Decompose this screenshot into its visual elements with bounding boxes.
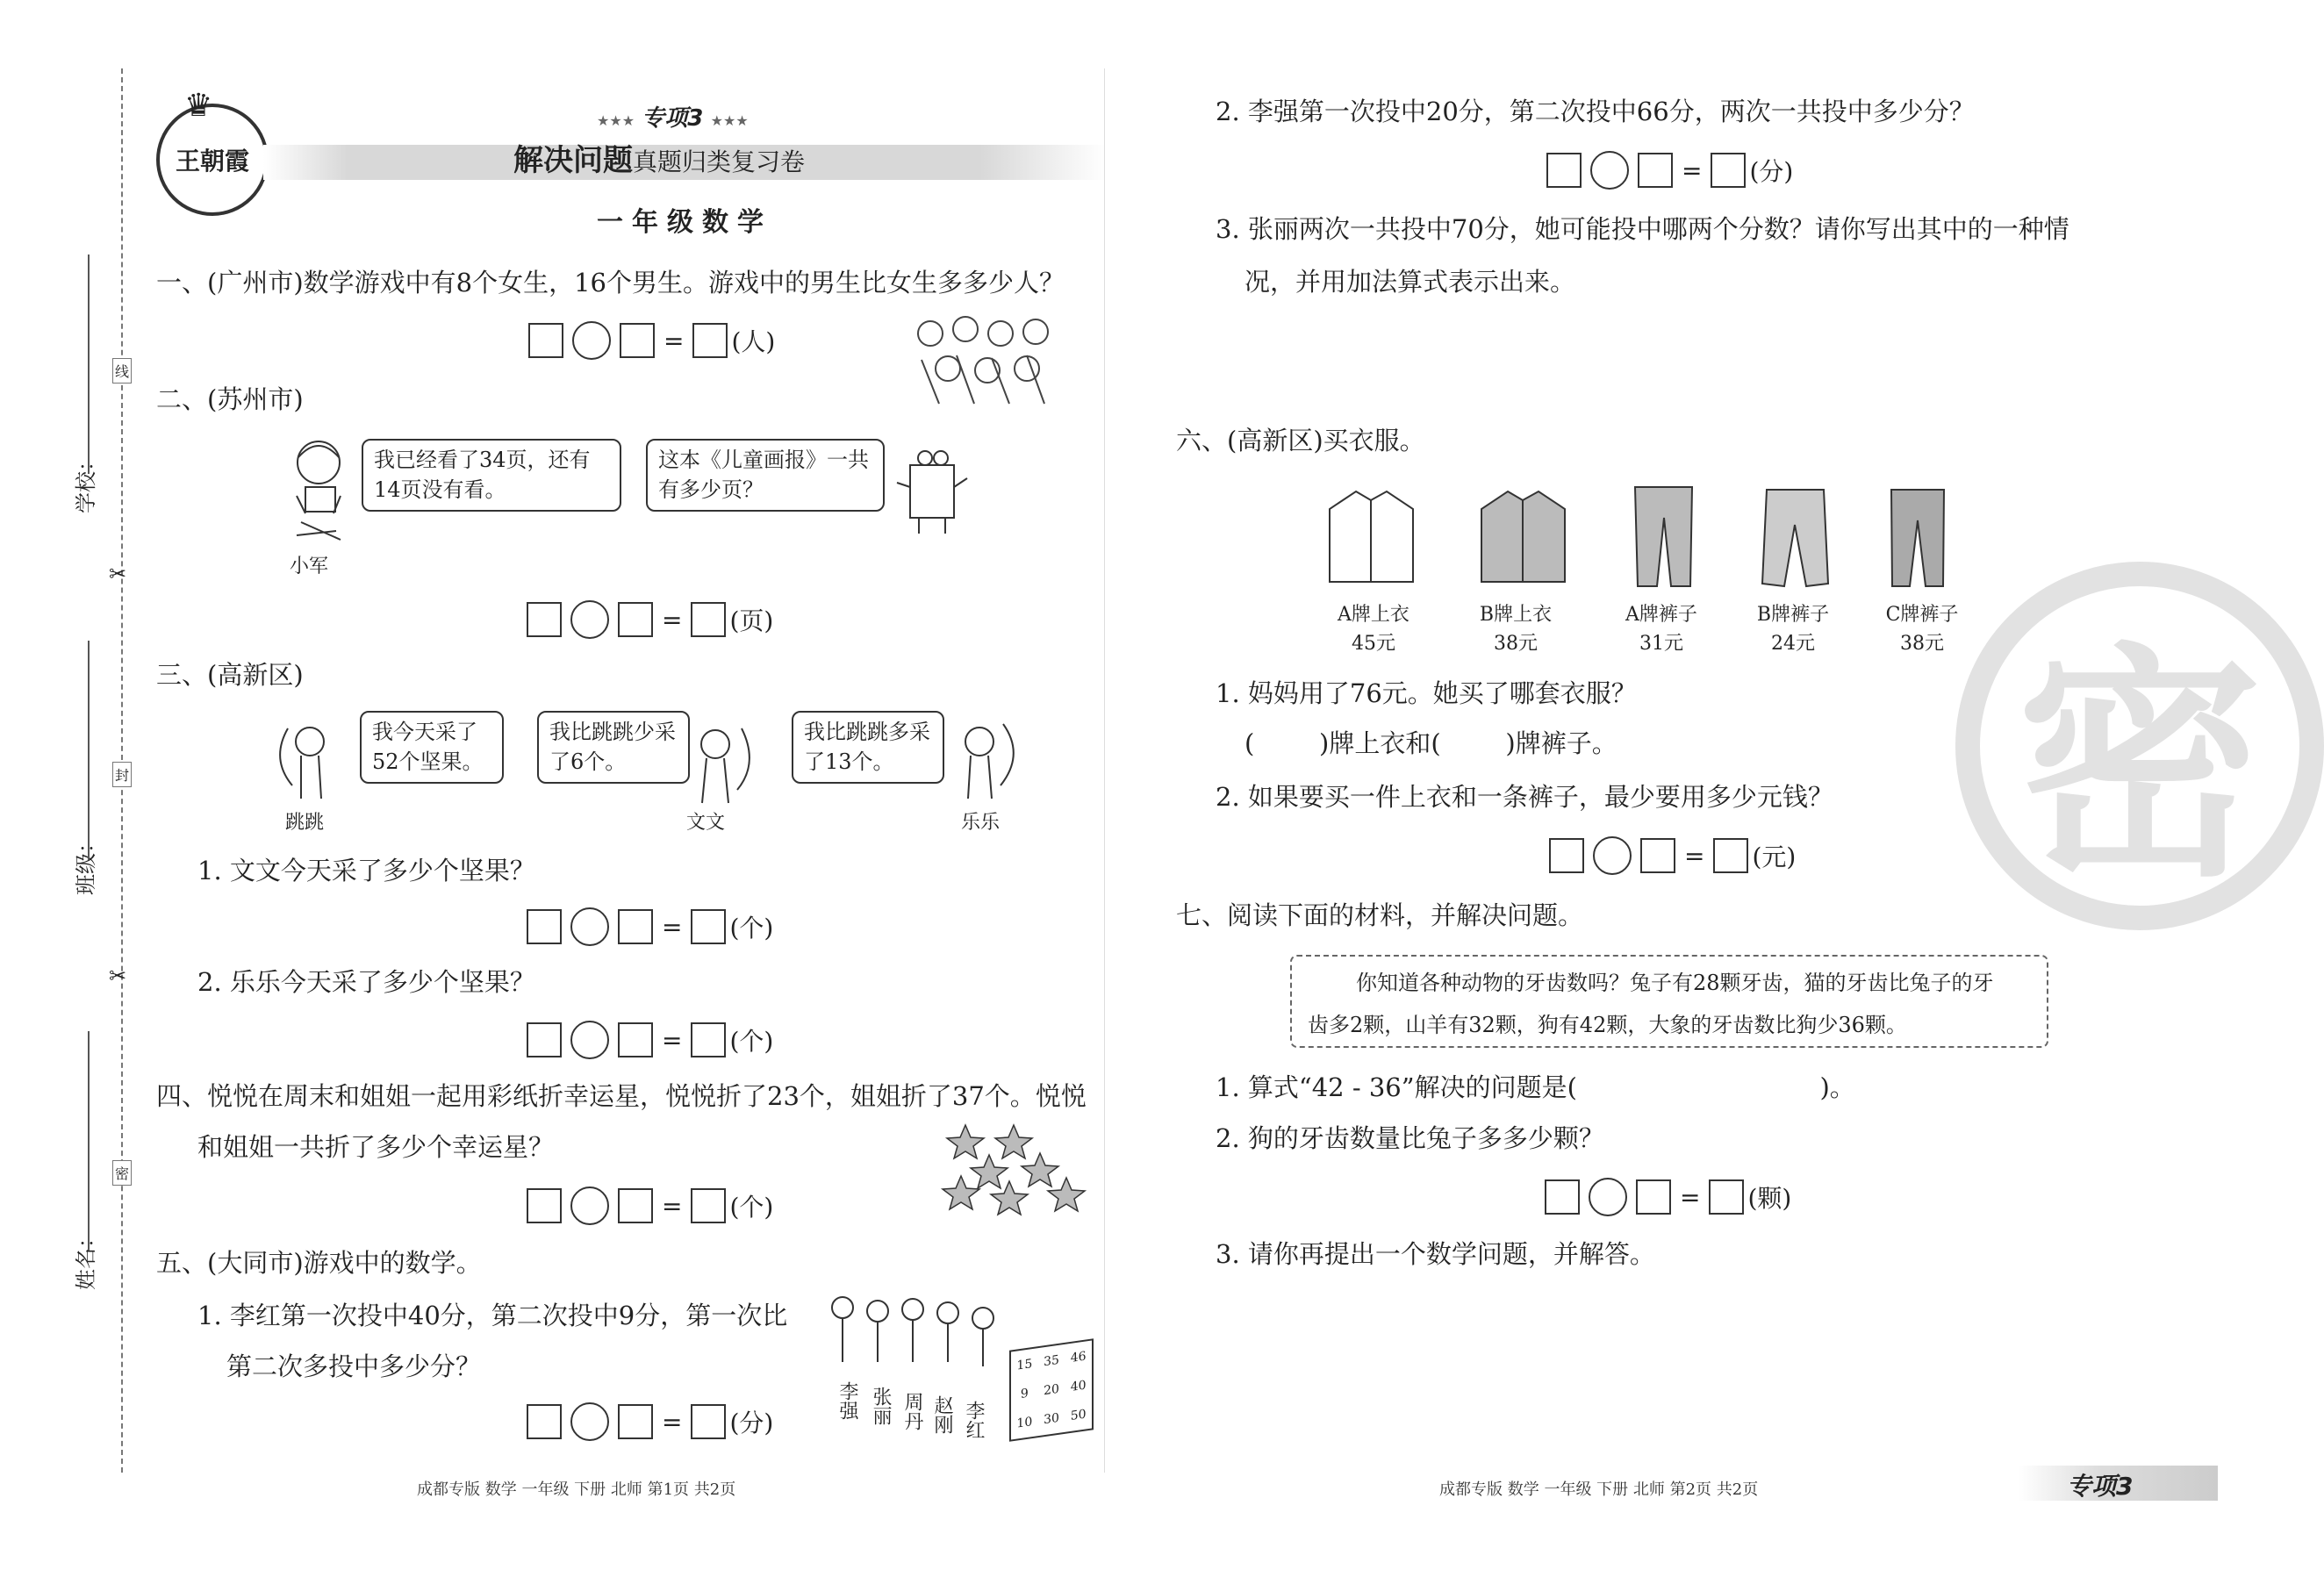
grade-subject: 一年级数学 — [597, 207, 772, 238]
topic-label-line — [597, 105, 749, 133]
unit-label: (个) — [729, 1027, 774, 1056]
answer-box[interactable] — [1549, 838, 1584, 873]
scissors-icon: ✂ — [109, 964, 127, 988]
item-name-a-pants: A牌裤子 — [1625, 604, 1697, 626]
equals-sign: = — [662, 1191, 683, 1221]
q3-sub1: 1. 文文今天采了多少个坚果？ — [197, 856, 535, 885]
q5-title: 五、(大同市)游戏中的数学。 — [156, 1248, 482, 1278]
logo-text: 王朝霞 — [175, 147, 249, 176]
answer-box[interactable] — [691, 1404, 726, 1439]
scissors-icon: ✂ — [109, 562, 127, 586]
score-cell: 10 — [1016, 1415, 1033, 1431]
equals-sign: = — [662, 1025, 683, 1055]
pants-b-icon — [1758, 485, 1833, 591]
answer-box[interactable] — [691, 602, 726, 637]
answer-box[interactable] — [1638, 153, 1673, 188]
kid-name-li-hong: 李红 — [963, 1401, 985, 1439]
school-label: 学校： — [74, 450, 98, 513]
class-field[interactable] — [88, 641, 90, 860]
children-group-illustration — [904, 307, 1071, 412]
answer-box[interactable] — [527, 909, 562, 944]
stars-right: ★★★ — [710, 112, 749, 129]
answer-box[interactable] — [1545, 1179, 1580, 1215]
answer-box[interactable] — [527, 1188, 562, 1223]
answer-box[interactable] — [527, 602, 562, 637]
item-price-a-jacket: 45元 — [1352, 633, 1395, 655]
speech-bubble-1: 我今天采了52个坚果。 — [360, 711, 504, 784]
pants-c-icon — [1887, 485, 1948, 591]
name-label: 姓名： — [74, 1227, 98, 1290]
title-main: 解决问题 — [513, 143, 633, 178]
unit-label: (人) — [731, 327, 776, 356]
operator-circle[interactable] — [572, 321, 611, 360]
footer-tag: 专项3 — [2067, 1472, 2134, 1501]
item-price-b-jacket: 38元 — [1494, 633, 1538, 655]
equals-sign: = — [662, 1407, 683, 1437]
operator-circle[interactable] — [570, 907, 609, 946]
q2-title: 二、(苏州市) — [156, 384, 304, 414]
q3-formula-1 — [527, 907, 773, 946]
operator-circle[interactable] — [1589, 1178, 1627, 1216]
q3-title: 三、(高新区) — [156, 660, 304, 690]
kid-name-li-qiang: 李强 — [836, 1381, 858, 1420]
q6-sub1-answer[interactable]: ( )牌上衣和( )牌裤子。 — [1244, 728, 1617, 758]
q3-formula-2 — [527, 1021, 773, 1059]
material-line1: 你知道各种动物的牙齿数吗？兔子有28颗牙齿，猫的牙齿比兔子的牙 — [1356, 971, 1994, 995]
q6-title: 六、(高新区)买衣服。 — [1176, 426, 1425, 455]
squirrel-tiaotiao-illustration — [270, 715, 341, 803]
watermark-seal — [1955, 562, 2324, 930]
unit-label: (页) — [729, 606, 774, 635]
q6-sub1: 1. 妈妈用了76元。她买了哪套衣服？ — [1216, 678, 1637, 708]
answer-box[interactable] — [1546, 153, 1582, 188]
answer-box[interactable] — [528, 323, 563, 358]
page-title — [513, 143, 805, 179]
answer-box[interactable] — [1640, 838, 1675, 873]
q1-text: 一、(广州市)数学游戏中有8个女生，16个男生。游戏中的男生比女生多多少人？ — [156, 268, 1065, 298]
answer-box[interactable] — [1713, 838, 1748, 873]
jacket-b-icon — [1477, 487, 1569, 588]
q7-title: 七、阅读下面的材料，并解决问题。 — [1176, 900, 1584, 930]
kid-name-zhang-li: 张丽 — [870, 1387, 892, 1425]
q3-sub2: 2. 乐乐今天采了多少个坚果？ — [197, 967, 535, 997]
pants-a-icon — [1631, 483, 1696, 592]
item-price-c-pants: 38元 — [1900, 633, 1944, 655]
footer-right: 成都专版 数学 一年级 下册 北师 第2页 共2页 — [1439, 1480, 1759, 1499]
stars-left: ★★★ — [597, 112, 635, 129]
speech-bubble-right: 这本《儿童画报》一共有多少页？ — [646, 439, 885, 512]
score-cell: 35 — [1044, 1352, 1059, 1369]
squirrel-lele-illustration — [946, 715, 1025, 803]
cut-mark-3: 密 — [112, 1160, 132, 1186]
q1-formula — [528, 321, 775, 360]
score-cell: 15 — [1016, 1356, 1033, 1373]
answer-box[interactable] — [1709, 1179, 1744, 1215]
q4-line1: 四、悦悦在周末和姐姐一起用彩纸折幸运星，悦悦折了23个，姐姐折了37个。悦悦 — [156, 1081, 1087, 1111]
operator-circle[interactable] — [570, 1021, 609, 1059]
title-sub: 真题归类复习卷 — [633, 147, 806, 176]
answer-box[interactable] — [691, 1022, 726, 1057]
q5-sub1-line2: 第二次多投中多少分？ — [226, 1351, 482, 1381]
equals-sign: = — [662, 605, 683, 634]
operator-circle[interactable] — [1593, 836, 1632, 875]
equals-sign: = — [1680, 1182, 1701, 1212]
logo-crown-icon: ♛ — [184, 88, 213, 124]
name-wenwen: 文文 — [686, 812, 726, 834]
material-line2: 齿多2颗，山羊有32颗，狗有42颗，大象的牙齿数比狗少36颗。 — [1308, 1013, 1907, 1037]
answer-box[interactable] — [618, 909, 653, 944]
q6-formula — [1549, 836, 1796, 875]
school-field[interactable] — [88, 254, 90, 474]
score-cell: 50 — [1070, 1407, 1087, 1424]
equals-sign: = — [663, 326, 685, 355]
answer-box[interactable] — [1711, 153, 1746, 188]
lucky-stars-illustration — [943, 1123, 1101, 1220]
cut-mark-2: 封 — [112, 762, 132, 787]
name-lele: 乐乐 — [961, 812, 1001, 834]
q5-sub3-line2: 况，并用加法算式表示出来。 — [1244, 267, 1576, 297]
answer-box[interactable] — [618, 1188, 653, 1223]
jacket-a-icon — [1325, 487, 1417, 588]
q5-sub2: 2. 李强第一次投中20分，第二次投中66分，两次一共投中多少分？ — [1216, 97, 1975, 126]
boy-reading-illustration — [279, 434, 358, 548]
footer-left: 成都专版 数学 一年级 下册 北师 第1页 共2页 — [417, 1480, 736, 1499]
unit-label: (元) — [1752, 842, 1797, 871]
answer-box[interactable] — [618, 1404, 653, 1439]
answer-box[interactable] — [1636, 1179, 1671, 1215]
operator-circle[interactable] — [570, 1186, 609, 1225]
score-cell: 40 — [1070, 1378, 1087, 1394]
answer-box[interactable] — [618, 602, 653, 637]
answer-box[interactable] — [620, 323, 655, 358]
q5-sub3-line1: 3. 张丽两次一共投中70分，她可能投中哪两个分数？请你写出其中的一种情 — [1216, 214, 2069, 244]
kid-name-zhou-dan: 周丹 — [901, 1392, 923, 1430]
answer-box[interactable] — [692, 323, 728, 358]
equals-sign: = — [1684, 841, 1705, 871]
kids-playing-illustration — [825, 1292, 1001, 1380]
q7-sub3: 3. 请你再提出一个数学问题，并解答。 — [1216, 1239, 1655, 1269]
topic-label: 专项3 — [642, 105, 704, 132]
score-cell: 9 — [1020, 1386, 1029, 1402]
q4-line2: 和姐姐一共折了多少个幸运星？ — [197, 1132, 555, 1162]
equals-sign: = — [1682, 155, 1703, 185]
page-divider — [1104, 68, 1105, 1473]
unit-label: (个) — [729, 1193, 774, 1222]
q7-sub2: 2. 狗的牙齿数量比兔子多多少颗？ — [1216, 1123, 1604, 1153]
item-name-b-pants: B牌裤子 — [1756, 604, 1830, 626]
unit-label: (分) — [1749, 157, 1794, 186]
score-cell: 20 — [1044, 1381, 1059, 1399]
score-cell: 46 — [1070, 1349, 1087, 1366]
name-field[interactable] — [88, 1031, 90, 1251]
class-label: 班级： — [74, 832, 98, 895]
item-name-c-pants: C牌裤子 — [1885, 604, 1959, 626]
book-mascot-illustration — [897, 448, 967, 535]
speech-bubble-2: 我比跳跳少采了6个。 — [537, 711, 690, 784]
q6-sub2: 2. 如果要买一件上衣和一条裤子，最少要用多少元钱？ — [1216, 782, 1833, 812]
q5-formula-1 — [527, 1402, 773, 1441]
q7-sub1[interactable]: 1. 算式“42 - 36”解决的问题是( )。 — [1216, 1072, 1855, 1102]
squirrel-wenwen-illustration — [680, 720, 759, 807]
person-name-xiaojun: 小军 — [290, 556, 329, 577]
answer-box[interactable] — [691, 909, 726, 944]
unit-label: (个) — [729, 914, 774, 943]
answer-box[interactable] — [527, 1404, 562, 1439]
name-tiaotiao: 跳跳 — [285, 812, 325, 834]
q4-formula — [527, 1186, 773, 1225]
item-name-a-jacket: A牌上衣 — [1338, 604, 1409, 626]
unit-label: (颗) — [1747, 1184, 1792, 1213]
unit-label: (分) — [729, 1409, 774, 1437]
answer-box[interactable] — [527, 1022, 562, 1057]
q5-formula-2 — [1546, 151, 1793, 190]
score-board — [1009, 1338, 1094, 1441]
cut-mark-1: 线 — [112, 358, 132, 384]
operator-circle[interactable] — [570, 600, 609, 639]
score-cell: 30 — [1044, 1411, 1059, 1428]
watermark-text: 密 — [2017, 624, 2263, 910]
answer-box[interactable] — [691, 1188, 726, 1223]
operator-circle[interactable] — [1590, 151, 1629, 190]
item-name-b-jacket: B牌上衣 — [1479, 604, 1553, 626]
q2-formula — [527, 600, 773, 639]
speech-bubble-left: 我已经看了34页，还有14页没有看。 — [362, 439, 621, 512]
kid-name-zhao-gang: 赵刚 — [931, 1395, 953, 1434]
q7-formula — [1545, 1178, 1791, 1216]
q5-sub1-line1: 1. 李红第一次投中40分，第二次投中9分，第一次比 — [197, 1301, 788, 1330]
operator-circle[interactable] — [570, 1402, 609, 1441]
equals-sign: = — [662, 912, 683, 942]
speech-bubble-3: 我比跳跳多采了13个。 — [792, 711, 944, 784]
item-price-b-pants: 24元 — [1771, 633, 1815, 655]
answer-box[interactable] — [618, 1022, 653, 1057]
item-price-a-pants: 31元 — [1639, 633, 1683, 655]
